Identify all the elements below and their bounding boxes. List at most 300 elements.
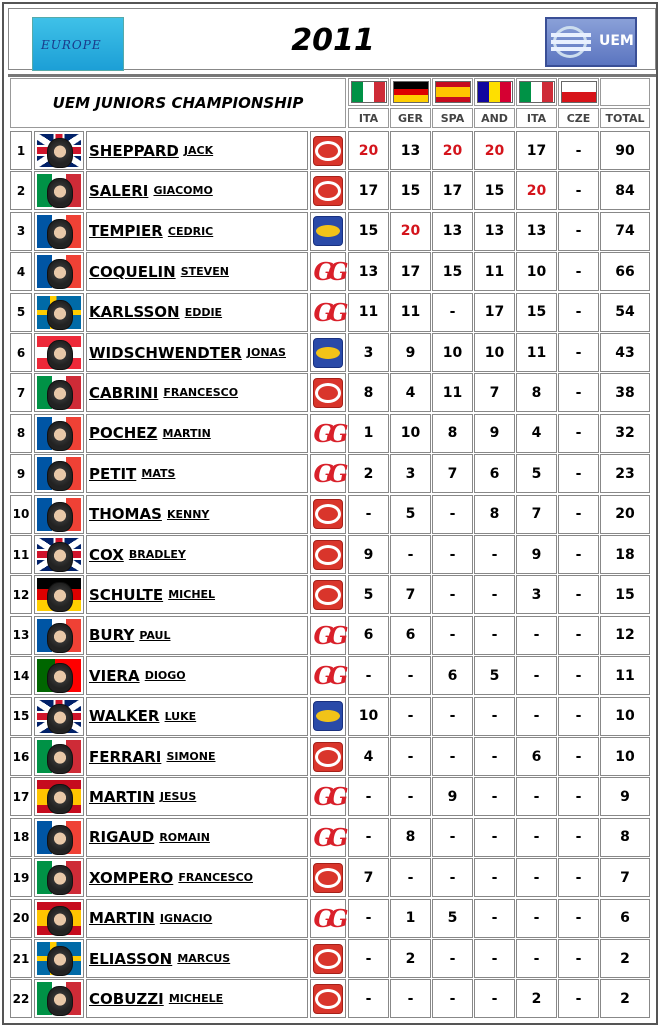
points-cell: - (516, 656, 557, 695)
rider-photo (34, 454, 84, 493)
rider-firstname: MATS (141, 467, 176, 481)
rider-face (47, 946, 73, 976)
rider-name (86, 697, 308, 736)
rider-photo (34, 939, 84, 978)
total-points: 15 (600, 575, 650, 614)
event-flag-icon (519, 81, 555, 103)
points-cell: 6 (432, 656, 473, 695)
rider-surname: SHEPPARD (89, 141, 179, 160)
points-cell: 1 (390, 899, 431, 938)
position-number: 11 (10, 535, 32, 574)
event-flag-cell (348, 78, 389, 106)
points-cell: - (558, 656, 599, 695)
rider-firstname: PAUL (139, 628, 171, 642)
points-cell: 13 (390, 131, 431, 170)
event-flag-cell (516, 78, 557, 106)
points-cell: - (516, 858, 557, 897)
points-cell: 6 (474, 454, 515, 493)
beta-logo-icon (313, 378, 343, 408)
total-points: 12 (600, 616, 650, 655)
event-flag-icon (435, 81, 471, 103)
rider-name (86, 333, 308, 372)
points-cell: 2 (516, 979, 557, 1018)
beta-logo-icon (313, 580, 343, 610)
rider-surname: COQUELIN (89, 262, 176, 281)
rider-face (47, 138, 73, 168)
total-points: 90 (600, 131, 650, 170)
position-number: 1 (10, 131, 32, 170)
rider-name (86, 373, 308, 412)
rider-surname: MARTIN (89, 787, 155, 806)
rider-face (47, 219, 73, 249)
brand-cell (310, 454, 346, 493)
points-cell: 9 (348, 535, 389, 574)
points-cell: 9 (432, 777, 473, 816)
position-number: 6 (10, 333, 32, 372)
points-cell: 4 (348, 737, 389, 776)
event-code: SPA (432, 108, 473, 128)
gasgas-logo-icon: GG (313, 661, 343, 691)
table-row (10, 777, 652, 817)
points-cell: - (558, 899, 599, 938)
position-number: 21 (10, 939, 32, 978)
table-row (10, 656, 652, 696)
uem-logo-bar (551, 47, 591, 51)
table-row (10, 535, 652, 575)
table-row (10, 293, 652, 333)
points-cell: 10 (432, 333, 473, 372)
points-cell: - (558, 535, 599, 574)
points-cell: - (348, 777, 389, 816)
points-cell: - (558, 373, 599, 412)
event-flag-icon (477, 81, 513, 103)
rider-name (86, 818, 308, 857)
rider-surname: COBUZZI (89, 989, 164, 1008)
sherco-logo-icon (313, 338, 343, 368)
beta-logo-icon (313, 863, 343, 893)
brand-cell (310, 858, 346, 897)
table-row (10, 899, 652, 939)
points-cell: 5 (348, 575, 389, 614)
rider-photo (34, 535, 84, 574)
beta-logo-icon (313, 540, 343, 570)
points-cell: 9 (516, 535, 557, 574)
points-cell: 17 (348, 171, 389, 210)
points-cell: 7 (348, 858, 389, 897)
points-cell: - (390, 737, 431, 776)
points-cell: 3 (348, 333, 389, 372)
points-cell: 6 (390, 616, 431, 655)
brand-cell (310, 414, 346, 453)
rider-surname: WIDSCHWENDTER (89, 343, 242, 362)
position-number: 5 (10, 293, 32, 332)
rider-face (47, 502, 73, 532)
uem-logo-bar (551, 33, 591, 37)
rider-face (47, 825, 73, 855)
points-cell: - (474, 899, 515, 938)
rider-firstname: CEDRIC (167, 224, 214, 238)
rider-firstname: ROMAIN (159, 830, 210, 844)
points-cell: 17 (390, 252, 431, 291)
points-cell: 11 (348, 293, 389, 332)
rider-name (86, 616, 308, 655)
points-cell: - (474, 939, 515, 978)
rider-face (47, 623, 73, 653)
points-cell: - (558, 495, 599, 534)
rider-firstname: KENNY (166, 507, 210, 521)
points-cell: 13 (474, 212, 515, 251)
rider-name (86, 131, 308, 170)
points-cell: - (516, 899, 557, 938)
points-cell: 13 (348, 252, 389, 291)
brand-cell (310, 212, 346, 251)
total-points: 10 (600, 737, 650, 776)
points-cell: 4 (516, 414, 557, 453)
points-cell: 7 (516, 495, 557, 534)
event-code: CZE (558, 108, 599, 128)
gasgas-logo-icon: GG (313, 297, 343, 327)
rider-firstname: DIOGO (144, 669, 186, 683)
points-cell: 11 (390, 293, 431, 332)
points-cell: - (474, 697, 515, 736)
rider-photo (34, 697, 84, 736)
points-cell: 13 (516, 212, 557, 251)
points-cell: 10 (516, 252, 557, 291)
points-cell: 8 (432, 414, 473, 453)
points-cell: - (516, 697, 557, 736)
position-number: 8 (10, 414, 32, 453)
brand-cell (310, 293, 346, 332)
total-points: 43 (600, 333, 650, 372)
rider-firstname: EDDIE (184, 305, 223, 319)
points-cell: - (432, 979, 473, 1018)
brand-cell (310, 697, 346, 736)
points-cell: - (558, 454, 599, 493)
event-flag-cell (432, 78, 473, 106)
rider-name (86, 293, 308, 332)
event-code: GER (390, 108, 431, 128)
points-cell: - (474, 979, 515, 1018)
points-cell: 15 (348, 212, 389, 251)
championship-title: UEM JUNIORS CHAMPIONSHIP (52, 94, 304, 112)
rider-photo (34, 495, 84, 534)
gasgas-logo-icon: GG (313, 418, 343, 448)
total-points: 74 (600, 212, 650, 251)
rider-face (47, 178, 73, 208)
points-cell: - (390, 697, 431, 736)
rider-name (86, 252, 308, 291)
points-cell: - (558, 575, 599, 614)
points-cell: - (348, 656, 389, 695)
points-cell: - (474, 818, 515, 857)
points-cell: - (474, 737, 515, 776)
points-cell: - (348, 899, 389, 938)
points-cell: - (390, 979, 431, 1018)
points-cell: - (432, 818, 473, 857)
table-row (10, 737, 652, 777)
rider-name (86, 899, 308, 938)
position-number: 19 (10, 858, 32, 897)
total-points: 54 (600, 293, 650, 332)
table-row (10, 575, 652, 615)
position-number: 2 (10, 171, 32, 210)
points-cell: 8 (348, 373, 389, 412)
total-points: 10 (600, 697, 650, 736)
sherco-logo-icon (313, 701, 343, 731)
rider-photo (34, 373, 84, 412)
rider-surname: RIGAUD (89, 828, 155, 847)
rider-photo (34, 252, 84, 291)
rider-firstname: STEVEN (180, 265, 229, 279)
points-cell: - (432, 575, 473, 614)
rider-name (86, 575, 308, 614)
points-cell: 17 (516, 131, 557, 170)
rider-photo (34, 979, 84, 1018)
table-row (10, 333, 652, 373)
points-cell: 2 (390, 939, 431, 978)
rider-surname: BURY (89, 626, 135, 645)
rider-face (47, 380, 73, 410)
points-cell: - (432, 293, 473, 332)
rider-surname: PETIT (89, 464, 137, 483)
total-points: 23 (600, 454, 650, 493)
brand-cell (310, 737, 346, 776)
points-cell: 7 (474, 373, 515, 412)
rider-photo (34, 293, 84, 332)
position-number: 7 (10, 373, 32, 412)
points-cell: - (558, 777, 599, 816)
rider-firstname: IGNACIO (159, 911, 213, 925)
rider-name (86, 939, 308, 978)
rider-photo (34, 777, 84, 816)
table-row (10, 131, 652, 171)
brand-cell (310, 333, 346, 372)
total-points: 32 (600, 414, 650, 453)
total-points: 2 (600, 979, 650, 1018)
uem-logo-text: UEM (599, 33, 634, 49)
total-points: 84 (600, 171, 650, 210)
beta-logo-icon (313, 499, 343, 529)
table-row (10, 495, 652, 535)
points-cell: - (474, 616, 515, 655)
rider-photo (34, 171, 84, 210)
brand-cell (310, 252, 346, 291)
rider-firstname: JONAS (246, 346, 286, 359)
table-row (10, 212, 652, 252)
rider-photo (34, 899, 84, 938)
points-cell: - (558, 252, 599, 291)
points-cell: 9 (474, 414, 515, 453)
rider-name (86, 454, 308, 493)
divider (8, 74, 656, 77)
rider-name (86, 212, 308, 251)
points-cell: 15 (516, 293, 557, 332)
points-cell: 9 (390, 333, 431, 372)
points-cell: - (516, 777, 557, 816)
points-cell: - (432, 535, 473, 574)
points-cell: - (390, 535, 431, 574)
rider-surname: THOMAS (89, 505, 162, 524)
points-cell: - (558, 737, 599, 776)
brand-cell (310, 939, 346, 978)
points-cell: - (558, 616, 599, 655)
event-code: AND (474, 108, 515, 128)
position-number: 13 (10, 616, 32, 655)
brand-cell (310, 656, 346, 695)
gasgas-logo-icon: GG (313, 903, 343, 933)
total-points: 9 (600, 777, 650, 816)
table-row (10, 858, 652, 898)
points-cell: - (432, 616, 473, 655)
rider-firstname: JESUS (159, 790, 197, 804)
points-cell: 20 (348, 131, 389, 170)
brand-cell (310, 616, 346, 655)
position-number: 14 (10, 656, 32, 695)
points-cell: - (390, 858, 431, 897)
brand-cell (310, 899, 346, 938)
points-cell: - (558, 818, 599, 857)
rider-surname: FERRARI (89, 747, 162, 766)
points-cell: - (516, 939, 557, 978)
europe-logo-text: EUROPE (41, 38, 102, 52)
points-cell: 3 (516, 575, 557, 614)
total-points: 20 (600, 495, 650, 534)
position-number: 9 (10, 454, 32, 493)
points-cell: - (558, 171, 599, 210)
total-points: 7 (600, 858, 650, 897)
event-code: ITA (348, 108, 389, 128)
rider-surname: SCHULTE (89, 585, 164, 604)
points-cell: 7 (390, 575, 431, 614)
brand-cell (310, 131, 346, 170)
gasgas-logo-icon: GG (313, 459, 343, 489)
position-number: 17 (10, 777, 32, 816)
rider-face (47, 784, 73, 814)
rider-photo (34, 737, 84, 776)
rider-name (86, 858, 308, 897)
points-cell: 11 (474, 252, 515, 291)
points-cell: 3 (390, 454, 431, 493)
brand-cell (310, 777, 346, 816)
rider-face (47, 259, 73, 289)
points-cell: - (558, 333, 599, 372)
total-points: 38 (600, 373, 650, 412)
rider-face (47, 300, 73, 330)
brand-cell (310, 575, 346, 614)
points-cell: 5 (432, 899, 473, 938)
position-number: 3 (10, 212, 32, 251)
points-cell: 20 (432, 131, 473, 170)
position-number: 12 (10, 575, 32, 614)
table-row (10, 939, 652, 979)
rider-firstname: JACK (183, 144, 214, 157)
rider-firstname: MARCUS (177, 952, 231, 965)
sherco-logo-icon (313, 216, 343, 246)
points-cell: - (348, 818, 389, 857)
beta-logo-icon (313, 176, 343, 206)
brand-cell (310, 979, 346, 1018)
points-cell: - (390, 656, 431, 695)
gasgas-logo-icon: GG (313, 620, 343, 650)
points-cell: 4 (390, 373, 431, 412)
points-cell: - (558, 212, 599, 251)
rider-name (86, 656, 308, 695)
rider-firstname: MARTIN (162, 426, 211, 440)
rider-surname: WALKER (89, 707, 160, 726)
table-row (10, 252, 652, 292)
event-flag-icon (561, 81, 597, 103)
points-cell: - (474, 858, 515, 897)
points-cell: - (432, 737, 473, 776)
points-cell: 11 (432, 373, 473, 412)
gasgas-logo-icon: GG (313, 257, 343, 287)
table-row (10, 979, 652, 1019)
event-flag-cell (390, 78, 431, 106)
rider-name (86, 171, 308, 210)
points-cell: 2 (348, 454, 389, 493)
beta-logo-icon (313, 944, 343, 974)
rider-face (47, 704, 73, 734)
championship-title-cell (10, 78, 346, 128)
rider-firstname: FRANCESCO (178, 871, 253, 885)
rider-face (47, 986, 73, 1016)
points-cell: - (558, 939, 599, 978)
points-cell: - (558, 858, 599, 897)
rider-surname: XOMPERO (89, 868, 174, 887)
rider-name (86, 737, 308, 776)
position-number: 15 (10, 697, 32, 736)
table-row (10, 697, 652, 737)
rider-surname: COX (89, 545, 124, 564)
points-cell: - (348, 495, 389, 534)
points-cell: - (348, 939, 389, 978)
total-header: TOTAL (600, 108, 650, 128)
rider-firstname: LUKE (164, 709, 197, 723)
points-cell: - (432, 697, 473, 736)
points-cell: - (558, 131, 599, 170)
rider-firstname: SIMONE (166, 750, 216, 763)
points-cell: 10 (474, 333, 515, 372)
position-number: 4 (10, 252, 32, 291)
total-points: 66 (600, 252, 650, 291)
points-cell: 15 (390, 171, 431, 210)
points-cell: 10 (390, 414, 431, 453)
rider-face (47, 340, 73, 370)
points-cell: 6 (516, 737, 557, 776)
points-cell: 17 (432, 171, 473, 210)
rider-firstname: FRANCESCO (163, 386, 239, 400)
position-number: 16 (10, 737, 32, 776)
gasgas-logo-icon: GG (313, 782, 343, 812)
points-cell: 6 (348, 616, 389, 655)
rider-surname: KARLSSON (89, 303, 180, 322)
uem-logo (545, 17, 637, 67)
rider-firstname: MICHEL (168, 588, 216, 602)
total-points: 6 (600, 899, 650, 938)
points-cell: - (558, 697, 599, 736)
rider-photo (34, 858, 84, 897)
rider-surname: CABRINI (89, 383, 159, 402)
rider-name (86, 979, 308, 1018)
table-row (10, 616, 652, 656)
table-row (10, 454, 652, 494)
total-points: 2 (600, 939, 650, 978)
rider-firstname: MICHELE (168, 992, 224, 1006)
points-cell: 13 (432, 212, 473, 251)
table-row (10, 373, 652, 413)
points-cell: - (558, 414, 599, 453)
points-cell: 15 (432, 252, 473, 291)
